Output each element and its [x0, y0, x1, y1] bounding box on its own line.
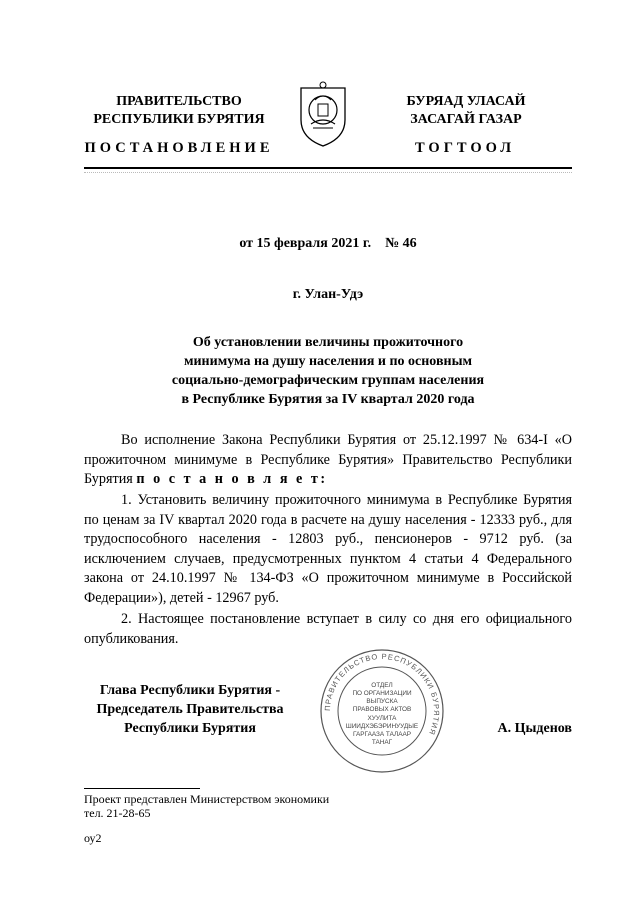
title-line2: минимума на душу населения и по основным [183, 354, 473, 369]
header-left-line2: РЕСПУБЛИКИ БУРЯТИЯ [93, 112, 265, 127]
position-line2: Председатель Правительства [96, 702, 284, 717]
stamp-ring-text: ПРАВИТЕЛЬСТВО РЕСПУБЛИКИ БУРЯТИЯ [322, 651, 442, 737]
header-divider [84, 167, 572, 169]
stamp-line2: ПО ОРГАНИЗАЦИИ [352, 690, 412, 697]
position-line3: Республики Бурятия [124, 721, 256, 736]
city: г. Улан-Удэ [292, 287, 364, 302]
stamp-line8: ТАНАГ [371, 739, 393, 746]
coat-of-arms-emblem [293, 80, 353, 148]
title-line4: в Республике Бурятия за IV квартал 2020 года [181, 392, 475, 407]
header-dotted-line [84, 172, 572, 177]
position-line1: Глава Республики Бурятия - [99, 683, 281, 698]
stamp-line6: ШИИДХЭБЭРИНУУДЫЕ [345, 723, 419, 730]
signature-position [84, 681, 296, 738]
date-number: от 15 февраля 2021 г. № 46 [239, 236, 417, 251]
intro-resolves: п о с т а н о в л я е т: [136, 471, 328, 488]
footer-line1: Проект представлен Министерством экономики [84, 792, 330, 806]
title-line1: Об установлении величины прожиточного [192, 335, 464, 350]
intro-paragraph [84, 431, 572, 490]
footer-line2: тел. 21-28-65 [84, 806, 151, 820]
footer-note [84, 792, 404, 820]
stamp-seal-icon [318, 647, 446, 775]
doc-type-right: ТОГТООЛ [414, 140, 516, 156]
stamp-line7: ГАРГААЗА ТАЛААР [352, 731, 412, 738]
item-2-paragraph: 2. Настоящее постановление вступает в силу со дня его официального опубликования. [84, 611, 572, 647]
coat-of-arms-icon [293, 80, 353, 148]
stamp-line5: ХУУЛИТА [367, 715, 397, 722]
stamp-line4: ПРАВОВЫХ АКТОВ [352, 706, 412, 713]
item-1-paragraph: 1. Установить величину прожиточного минимума в Республике Бурятия по ценам за IV квартал 2020 года в расчете на душу населения - 12333 руб., для трудоспособного населения - 12803 руб., пенсионеров - 9712 руб. (за исключением случаев, предусмотренных пунктом 4 статьи 4 Федерального закона от 24.10.1997 № 134-ФЗ «О прожиточном минимуме в Российской Федерации»), детей - 12967 руб. [84, 492, 572, 606]
stamp-line1: ОТДЕЛ [371, 682, 393, 689]
header-right-line2: ЗАСАГАЙ ГАЗАР [410, 112, 522, 127]
intro-text: Во исполнение Закона Республики Бурятия от 25.12.1997 № 634-I «О прожиточном минимуме в Республике Бурятия» Правительство Республики Бурятия [84, 432, 572, 488]
stamp-line3: ВЫПУСКА [366, 698, 398, 705]
header-left [84, 93, 274, 129]
doc-type-left: ПОСТАНОВЛЕНИЕ [84, 140, 274, 156]
header-left-line1: ПРАВИТЕЛЬСТВО [116, 94, 242, 109]
header-right-line1: БУРЯАД УЛАСАЙ [406, 94, 526, 109]
official-stamp [318, 647, 446, 775]
document-title [84, 333, 572, 409]
signatory-name: А. Цыденов [497, 721, 572, 736]
header-right [376, 93, 556, 129]
title-line3: социально-демографическим группам населения [171, 373, 485, 388]
footer-rule [84, 788, 200, 789]
footer-code: оу2 [84, 831, 102, 845]
